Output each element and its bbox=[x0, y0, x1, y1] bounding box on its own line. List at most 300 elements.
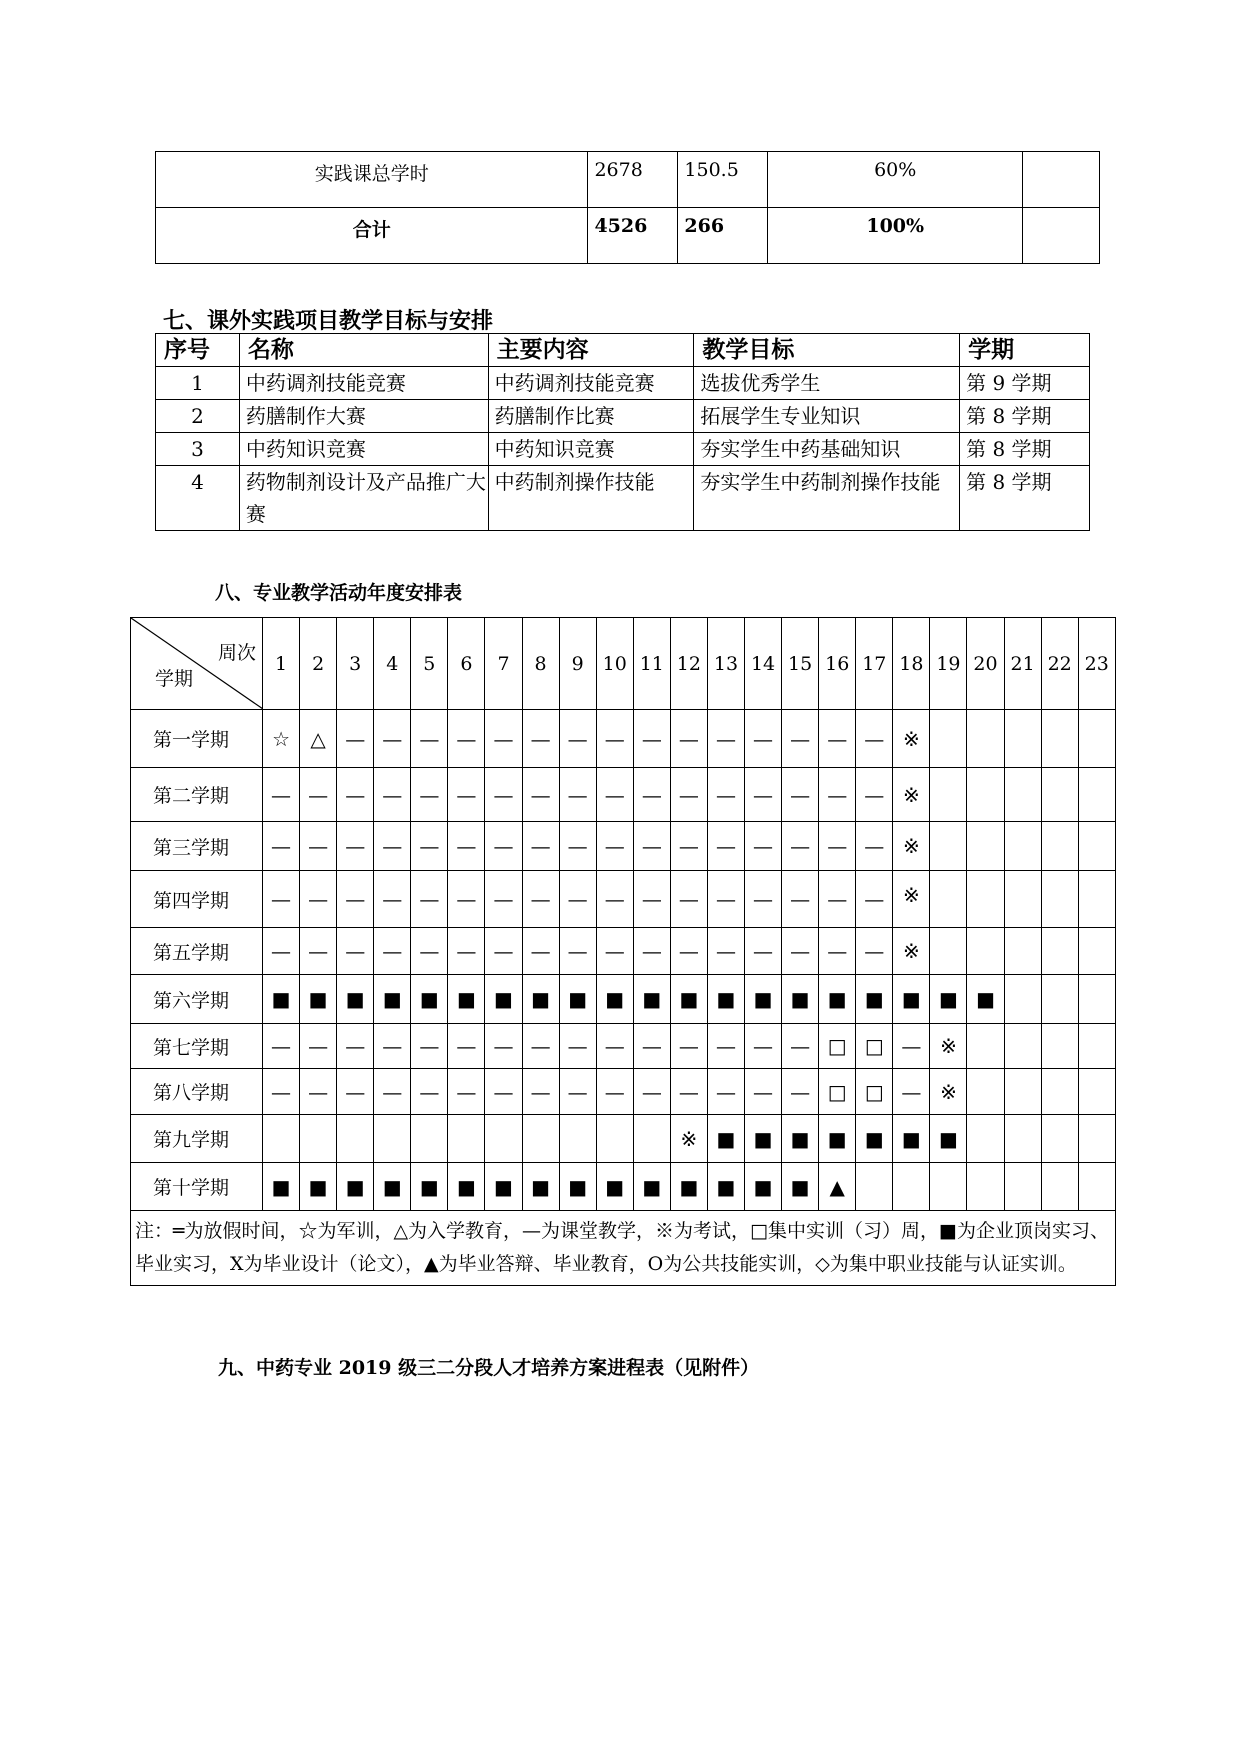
term-row bbox=[131, 768, 1116, 822]
schedule-mark-cell: — bbox=[374, 710, 411, 768]
schedule-mark-cell: — bbox=[596, 928, 633, 975]
schedule-mark-cell bbox=[1041, 928, 1078, 975]
schedule-mark-cell: — bbox=[745, 822, 782, 871]
schedule-mark-cell: ■ bbox=[300, 975, 337, 1024]
schedule-mark-cell bbox=[522, 1115, 559, 1163]
schedule-mark-cell bbox=[1041, 822, 1078, 871]
schedule-mark-cell: — bbox=[559, 768, 596, 822]
schedule-mark-cell: — bbox=[263, 928, 300, 975]
schedule-mark-cell: — bbox=[633, 928, 670, 975]
schedule-mark-cell bbox=[1041, 1024, 1078, 1069]
note-cell bbox=[1023, 208, 1100, 264]
schedule-mark-cell: ■ bbox=[930, 975, 967, 1024]
schedule-mark-cell bbox=[1078, 975, 1115, 1024]
schedule-mark-cell: — bbox=[448, 1024, 485, 1069]
schedule-mark-cell bbox=[1078, 1115, 1115, 1163]
row-goal: 选拔优秀学生 bbox=[694, 367, 960, 400]
schedule-mark-cell: — bbox=[263, 871, 300, 928]
schedule-mark-cell: — bbox=[522, 1024, 559, 1069]
schedule-mark-cell: — bbox=[670, 871, 707, 928]
week-header-cell: 18 bbox=[893, 618, 930, 710]
schedule-mark-cell bbox=[1004, 1163, 1041, 1211]
schedule-mark-cell: — bbox=[707, 710, 744, 768]
schedule-mark-cell bbox=[893, 1163, 930, 1211]
row-term: 第 8 学期 bbox=[960, 400, 1090, 433]
schedule-mark-cell: — bbox=[263, 1069, 300, 1115]
section7-title: 七、课外实践项目教学目标与安排 bbox=[163, 308, 494, 334]
schedule-mark-cell: — bbox=[633, 710, 670, 768]
schedule-mark-cell: — bbox=[670, 710, 707, 768]
schedule-mark-cell: ■ bbox=[856, 1115, 893, 1163]
header-term: 学期 bbox=[960, 334, 1090, 367]
schedule-mark-cell: ■ bbox=[633, 1163, 670, 1211]
schedule-mark-cell: — bbox=[893, 1069, 930, 1115]
schedule-mark-cell: — bbox=[337, 822, 374, 871]
header-no: 序号 bbox=[156, 334, 240, 367]
row-goal: 夯实学生中药基础知识 bbox=[694, 433, 960, 466]
schedule-mark-cell: ■ bbox=[374, 1163, 411, 1211]
schedule-mark-cell bbox=[967, 871, 1004, 928]
schedule-mark-cell bbox=[1004, 1024, 1041, 1069]
schedule-mark-cell: — bbox=[596, 710, 633, 768]
schedule-mark-cell: ※ bbox=[893, 710, 930, 768]
schedule-mark-cell bbox=[967, 928, 1004, 975]
schedule-mark-cell bbox=[967, 710, 1004, 768]
week-header-cell: 8 bbox=[522, 618, 559, 710]
row-no: 1 bbox=[156, 367, 240, 400]
term-label: 第五学期 bbox=[131, 928, 263, 975]
schedule-mark-cell bbox=[633, 1115, 670, 1163]
schedule-mark-cell: — bbox=[485, 822, 522, 871]
week-header-cell: 10 bbox=[596, 618, 633, 710]
row-no: 4 bbox=[156, 466, 240, 531]
schedule-mark-cell: — bbox=[707, 822, 744, 871]
schedule-mark-cell: — bbox=[596, 871, 633, 928]
schedule-mark-cell: — bbox=[856, 871, 893, 928]
schedule-mark-cell: — bbox=[448, 768, 485, 822]
week-header-cell: 2 bbox=[300, 618, 337, 710]
schedule-mark-cell bbox=[1078, 768, 1115, 822]
schedule-mark-cell: — bbox=[522, 768, 559, 822]
schedule-mark-cell bbox=[1004, 822, 1041, 871]
schedule-mark-cell: ■ bbox=[559, 975, 596, 1024]
schedule-mark-cell: ■ bbox=[707, 1163, 744, 1211]
table-row bbox=[156, 367, 1090, 400]
row-no: 3 bbox=[156, 433, 240, 466]
schedule-mark-cell: — bbox=[300, 1024, 337, 1069]
schedule-mark-cell: — bbox=[448, 710, 485, 768]
schedule-mark-cell: ■ bbox=[707, 975, 744, 1024]
week-header-cell: 19 bbox=[930, 618, 967, 710]
schedule-mark-cell bbox=[967, 1115, 1004, 1163]
schedule-mark-cell: ■ bbox=[893, 1115, 930, 1163]
schedule-mark-cell: — bbox=[745, 768, 782, 822]
schedule-mark-cell bbox=[930, 822, 967, 871]
schedule-mark-cell: — bbox=[485, 768, 522, 822]
schedule-mark-cell: — bbox=[374, 928, 411, 975]
schedule-mark-cell: — bbox=[300, 822, 337, 871]
schedule-mark-cell: — bbox=[522, 822, 559, 871]
schedule-mark-cell: ■ bbox=[782, 1115, 819, 1163]
schedule-mark-cell: — bbox=[856, 768, 893, 822]
schedule-mark-cell: — bbox=[448, 871, 485, 928]
schedule-mark-cell: — bbox=[485, 1069, 522, 1115]
schedule-mark-cell: — bbox=[300, 871, 337, 928]
schedule-mark-cell: — bbox=[856, 822, 893, 871]
schedule-mark-cell: — bbox=[485, 928, 522, 975]
row-label: 合计 bbox=[156, 208, 588, 264]
term-row bbox=[131, 975, 1116, 1024]
term-row bbox=[131, 1115, 1116, 1163]
schedule-mark-cell: — bbox=[633, 871, 670, 928]
schedule-mark-cell: ■ bbox=[522, 975, 559, 1024]
schedule-mark-cell: ■ bbox=[337, 975, 374, 1024]
schedule-mark-cell bbox=[1041, 768, 1078, 822]
schedule-mark-cell: △ bbox=[300, 710, 337, 768]
schedule-mark-cell: — bbox=[411, 928, 448, 975]
schedule-mark-cell bbox=[930, 928, 967, 975]
schedule-mark-cell: — bbox=[411, 1069, 448, 1115]
schedule-mark-cell: — bbox=[522, 871, 559, 928]
schedule-mark-cell: ※ bbox=[930, 1069, 967, 1115]
schedule-mark-cell bbox=[930, 768, 967, 822]
schedule-mark-cell: ■ bbox=[819, 975, 856, 1024]
schedule-mark-cell: ■ bbox=[485, 975, 522, 1024]
schedule-mark-cell: — bbox=[782, 1024, 819, 1069]
schedule-mark-cell: ■ bbox=[596, 975, 633, 1024]
row-name: 药物制剂设计及产品推广大赛 bbox=[239, 466, 488, 531]
week-header-cell: 21 bbox=[1004, 618, 1041, 710]
schedule-mark-cell: — bbox=[485, 871, 522, 928]
schedule-mark-cell bbox=[1078, 1069, 1115, 1115]
term-label: 第四学期 bbox=[131, 871, 263, 928]
schedule-mark-cell: ■ bbox=[300, 1163, 337, 1211]
schedule-mark-cell bbox=[1078, 822, 1115, 871]
schedule-mark-cell: — bbox=[337, 768, 374, 822]
row-label: 实践课总学时 bbox=[156, 152, 588, 208]
practice-project-table bbox=[155, 333, 1090, 531]
schedule-mark-cell: — bbox=[819, 871, 856, 928]
term-label: 第三学期 bbox=[131, 822, 263, 871]
schedule-mark-cell: ■ bbox=[337, 1163, 374, 1211]
schedule-mark-cell: — bbox=[374, 1024, 411, 1069]
schedule-mark-cell: — bbox=[745, 1069, 782, 1115]
term-label: 第二学期 bbox=[131, 768, 263, 822]
schedule-mark-cell bbox=[1078, 710, 1115, 768]
term-label: 第六学期 bbox=[131, 975, 263, 1024]
term-label: 第八学期 bbox=[131, 1069, 263, 1115]
schedule-mark-cell: ■ bbox=[819, 1115, 856, 1163]
schedule-mark-cell: — bbox=[707, 871, 744, 928]
schedule-mark-cell: — bbox=[374, 871, 411, 928]
section8-title: 八、专业教学活动年度安排表 bbox=[215, 582, 463, 604]
schedule-mark-cell: — bbox=[819, 822, 856, 871]
schedule-mark-cell bbox=[1004, 975, 1041, 1024]
hours-cell: 2678 bbox=[588, 152, 678, 208]
term-label: 第九学期 bbox=[131, 1115, 263, 1163]
schedule-mark-cell bbox=[930, 1163, 967, 1211]
week-header-cell: 11 bbox=[633, 618, 670, 710]
row-goal: 夯实学生中药制剂操作技能 bbox=[694, 466, 960, 531]
schedule-mark-cell: — bbox=[670, 1069, 707, 1115]
schedule-mark-cell: — bbox=[411, 1024, 448, 1069]
ratio-cell: 60% bbox=[768, 152, 1023, 208]
row-no: 2 bbox=[156, 400, 240, 433]
row-term: 第 8 学期 bbox=[960, 433, 1090, 466]
schedule-mark-cell bbox=[559, 1115, 596, 1163]
corner-term-label: 学期 bbox=[155, 668, 194, 690]
term-row bbox=[131, 1163, 1116, 1211]
schedule-mark-cell: — bbox=[337, 710, 374, 768]
week-header-cell: 17 bbox=[856, 618, 893, 710]
schedule-mark-cell: — bbox=[522, 928, 559, 975]
schedule-mark-cell: □ bbox=[819, 1024, 856, 1069]
schedule-mark-cell bbox=[930, 710, 967, 768]
schedule-mark-cell: ■ bbox=[745, 1163, 782, 1211]
term-row bbox=[131, 822, 1116, 871]
schedule-mark-cell: — bbox=[745, 871, 782, 928]
schedule-mark-cell: — bbox=[411, 768, 448, 822]
schedule-mark-cell: — bbox=[374, 822, 411, 871]
schedule-mark-cell bbox=[1004, 928, 1041, 975]
schedule-mark-cell: ■ bbox=[448, 975, 485, 1024]
schedule-mark-cell: — bbox=[670, 768, 707, 822]
schedule-mark-cell: — bbox=[559, 1069, 596, 1115]
schedule-mark-cell bbox=[1041, 1163, 1078, 1211]
schedule-mark-cell: □ bbox=[856, 1069, 893, 1115]
schedule-mark-cell: — bbox=[782, 768, 819, 822]
schedule-mark-cell: — bbox=[300, 768, 337, 822]
week-header-cell: 6 bbox=[448, 618, 485, 710]
schedule-mark-cell: — bbox=[337, 871, 374, 928]
schedule-mark-cell: — bbox=[707, 928, 744, 975]
legend-note: 注：═为放假时间，☆为军训，△为入学教育，—为课堂教学，※为考试，□集中实训（习）周，■为企业顶岗实习、毕业实习，X为毕业设计（论文），▲为毕业答辩、毕业教育，O为公共技能实训，◇为集中职业技能与认证实训。 bbox=[131, 1211, 1116, 1286]
term-row bbox=[131, 928, 1116, 975]
schedule-mark-cell: — bbox=[448, 822, 485, 871]
header-name: 名称 bbox=[239, 334, 488, 367]
schedule-mark-cell bbox=[448, 1115, 485, 1163]
term-row bbox=[131, 871, 1116, 928]
legend-note-row bbox=[131, 1211, 1116, 1286]
section9-title: 九、中药专业 2019 级三二分段人才培养方案进程表（见附件） bbox=[218, 1357, 760, 1379]
schedule-mark-cell: — bbox=[707, 1024, 744, 1069]
schedule-mark-cell: — bbox=[448, 1069, 485, 1115]
week-header-cell: 7 bbox=[485, 618, 522, 710]
schedule-mark-cell: ■ bbox=[856, 975, 893, 1024]
row-content: 药膳制作比赛 bbox=[488, 400, 694, 433]
week-header-cell: 12 bbox=[670, 618, 707, 710]
schedule-mark-cell bbox=[1041, 1115, 1078, 1163]
row-name: 中药知识竞赛 bbox=[239, 433, 488, 466]
week-header-cell: 20 bbox=[967, 618, 1004, 710]
schedule-mark-cell bbox=[1078, 871, 1115, 928]
term-row bbox=[131, 710, 1116, 768]
hours-cell: 4526 bbox=[588, 208, 678, 264]
schedule-mark-cell: ※ bbox=[893, 822, 930, 871]
schedule-mark-cell bbox=[263, 1115, 300, 1163]
term-row bbox=[131, 1024, 1116, 1069]
schedule-mark-cell bbox=[856, 1163, 893, 1211]
teaching-schedule-table bbox=[130, 617, 1116, 1286]
table-row bbox=[156, 208, 1100, 264]
schedule-mark-cell: ※ bbox=[930, 1024, 967, 1069]
schedule-mark-cell: ※ bbox=[893, 871, 930, 928]
term-label: 第十学期 bbox=[131, 1163, 263, 1211]
schedule-mark-cell: ■ bbox=[930, 1115, 967, 1163]
schedule-mark-cell: — bbox=[337, 928, 374, 975]
schedule-mark-cell: ■ bbox=[522, 1163, 559, 1211]
week-header-cell: 3 bbox=[337, 618, 374, 710]
schedule-mark-cell bbox=[1041, 1069, 1078, 1115]
row-content: 中药调剂技能竞赛 bbox=[488, 367, 694, 400]
schedule-mark-cell: ※ bbox=[670, 1115, 707, 1163]
schedule-mark-cell: ■ bbox=[633, 975, 670, 1024]
schedule-mark-cell: — bbox=[670, 1024, 707, 1069]
schedule-mark-cell bbox=[374, 1115, 411, 1163]
schedule-mark-cell: ■ bbox=[707, 1115, 744, 1163]
header-goal: 教学目标 bbox=[694, 334, 960, 367]
schedule-mark-cell bbox=[337, 1115, 374, 1163]
schedule-mark-cell: — bbox=[893, 1024, 930, 1069]
week-header-cell: 4 bbox=[374, 618, 411, 710]
schedule-mark-cell: — bbox=[633, 822, 670, 871]
schedule-mark-cell: — bbox=[782, 928, 819, 975]
schedule-mark-cell: ■ bbox=[745, 975, 782, 1024]
schedule-mark-cell: ■ bbox=[745, 1115, 782, 1163]
schedule-mark-cell: ■ bbox=[263, 975, 300, 1024]
schedule-mark-cell: — bbox=[300, 1069, 337, 1115]
schedule-mark-cell bbox=[1078, 1024, 1115, 1069]
schedule-mark-cell: ▲ bbox=[819, 1163, 856, 1211]
schedule-mark-cell: — bbox=[485, 710, 522, 768]
schedule-mark-cell: — bbox=[633, 1069, 670, 1115]
schedule-mark-cell: — bbox=[856, 710, 893, 768]
table-row bbox=[156, 152, 1100, 208]
schedule-mark-cell: ※ bbox=[893, 928, 930, 975]
term-row bbox=[131, 1069, 1116, 1115]
schedule-mark-cell bbox=[930, 871, 967, 928]
table-header-row bbox=[156, 334, 1090, 367]
schedule-mark-cell bbox=[1078, 1163, 1115, 1211]
schedule-mark-cell: — bbox=[300, 928, 337, 975]
schedule-mark-cell: — bbox=[670, 822, 707, 871]
schedule-mark-cell: — bbox=[782, 710, 819, 768]
schedule-mark-cell: — bbox=[559, 871, 596, 928]
schedule-mark-cell: — bbox=[745, 928, 782, 975]
schedule-mark-cell: ■ bbox=[485, 1163, 522, 1211]
schedule-mark-cell: — bbox=[633, 768, 670, 822]
term-label: 第七学期 bbox=[131, 1024, 263, 1069]
schedule-mark-cell: — bbox=[263, 1024, 300, 1069]
schedule-mark-cell bbox=[1041, 975, 1078, 1024]
schedule-mark-cell: — bbox=[596, 822, 633, 871]
schedule-mark-cell: — bbox=[596, 1069, 633, 1115]
credits-cell: 150.5 bbox=[678, 152, 768, 208]
schedule-mark-cell: ■ bbox=[374, 975, 411, 1024]
corner-week-label: 周次 bbox=[217, 642, 256, 664]
schedule-mark-cell bbox=[1041, 871, 1078, 928]
schedule-mark-cell: ☆ bbox=[263, 710, 300, 768]
schedule-mark-cell bbox=[967, 768, 1004, 822]
schedule-mark-cell: — bbox=[745, 710, 782, 768]
schedule-mark-cell bbox=[967, 1163, 1004, 1211]
schedule-mark-cell: — bbox=[522, 710, 559, 768]
row-content: 中药制剂操作技能 bbox=[488, 466, 694, 531]
schedule-mark-cell bbox=[1004, 710, 1041, 768]
schedule-mark-cell: — bbox=[782, 822, 819, 871]
schedule-mark-cell: — bbox=[559, 1024, 596, 1069]
schedule-mark-cell: ■ bbox=[559, 1163, 596, 1211]
schedule-mark-cell: ※ bbox=[893, 768, 930, 822]
week-header-row bbox=[131, 618, 1116, 710]
schedule-mark-cell bbox=[1041, 710, 1078, 768]
schedule-mark-cell bbox=[967, 1024, 1004, 1069]
schedule-mark-cell: — bbox=[707, 768, 744, 822]
schedule-mark-cell bbox=[596, 1115, 633, 1163]
schedule-mark-cell: ■ bbox=[782, 1163, 819, 1211]
schedule-mark-cell: — bbox=[411, 710, 448, 768]
schedule-mark-cell: ■ bbox=[448, 1163, 485, 1211]
schedule-mark-cell: ■ bbox=[967, 975, 1004, 1024]
week-header-cell: 16 bbox=[819, 618, 856, 710]
note-cell bbox=[1023, 152, 1100, 208]
term-label: 第一学期 bbox=[131, 710, 263, 768]
table-row bbox=[156, 466, 1090, 531]
schedule-mark-cell: — bbox=[633, 1024, 670, 1069]
credit-summary-table bbox=[155, 151, 1100, 264]
schedule-mark-cell: — bbox=[337, 1024, 374, 1069]
week-header-cell: 9 bbox=[559, 618, 596, 710]
schedule-mark-cell: — bbox=[745, 1024, 782, 1069]
row-name: 药膳制作大赛 bbox=[239, 400, 488, 433]
schedule-mark-cell: — bbox=[411, 822, 448, 871]
schedule-mark-cell: — bbox=[782, 1069, 819, 1115]
schedule-mark-cell bbox=[1004, 1115, 1041, 1163]
schedule-mark-cell: ■ bbox=[670, 1163, 707, 1211]
schedule-mark-cell: — bbox=[559, 928, 596, 975]
schedule-mark-cell: — bbox=[559, 822, 596, 871]
schedule-mark-cell bbox=[1078, 928, 1115, 975]
schedule-mark-cell: ■ bbox=[782, 975, 819, 1024]
schedule-mark-cell: ■ bbox=[670, 975, 707, 1024]
schedule-mark-cell: — bbox=[856, 928, 893, 975]
schedule-mark-cell bbox=[1004, 1069, 1041, 1115]
ratio-cell: 100% bbox=[768, 208, 1023, 264]
row-term: 第 9 学期 bbox=[960, 367, 1090, 400]
schedule-mark-cell: — bbox=[411, 871, 448, 928]
schedule-mark-cell: — bbox=[707, 1069, 744, 1115]
schedule-mark-cell: — bbox=[522, 1069, 559, 1115]
schedule-mark-cell: ■ bbox=[893, 975, 930, 1024]
week-header-cell: 5 bbox=[411, 618, 448, 710]
row-term: 第 8 学期 bbox=[960, 466, 1090, 531]
schedule-mark-cell: — bbox=[448, 928, 485, 975]
corner-header-cell bbox=[131, 618, 263, 710]
week-header-cell: 22 bbox=[1041, 618, 1078, 710]
schedule-mark-cell: — bbox=[337, 1069, 374, 1115]
schedule-mark-cell: — bbox=[596, 768, 633, 822]
schedule-mark-cell bbox=[411, 1115, 448, 1163]
schedule-mark-cell: — bbox=[485, 1024, 522, 1069]
schedule-mark-cell bbox=[300, 1115, 337, 1163]
week-header-cell: 14 bbox=[745, 618, 782, 710]
schedule-mark-cell: — bbox=[596, 1024, 633, 1069]
schedule-mark-cell: ■ bbox=[411, 1163, 448, 1211]
schedule-mark-cell bbox=[485, 1115, 522, 1163]
week-header-cell: 23 bbox=[1078, 618, 1115, 710]
week-header-cell: 1 bbox=[263, 618, 300, 710]
week-header-cell: 15 bbox=[782, 618, 819, 710]
